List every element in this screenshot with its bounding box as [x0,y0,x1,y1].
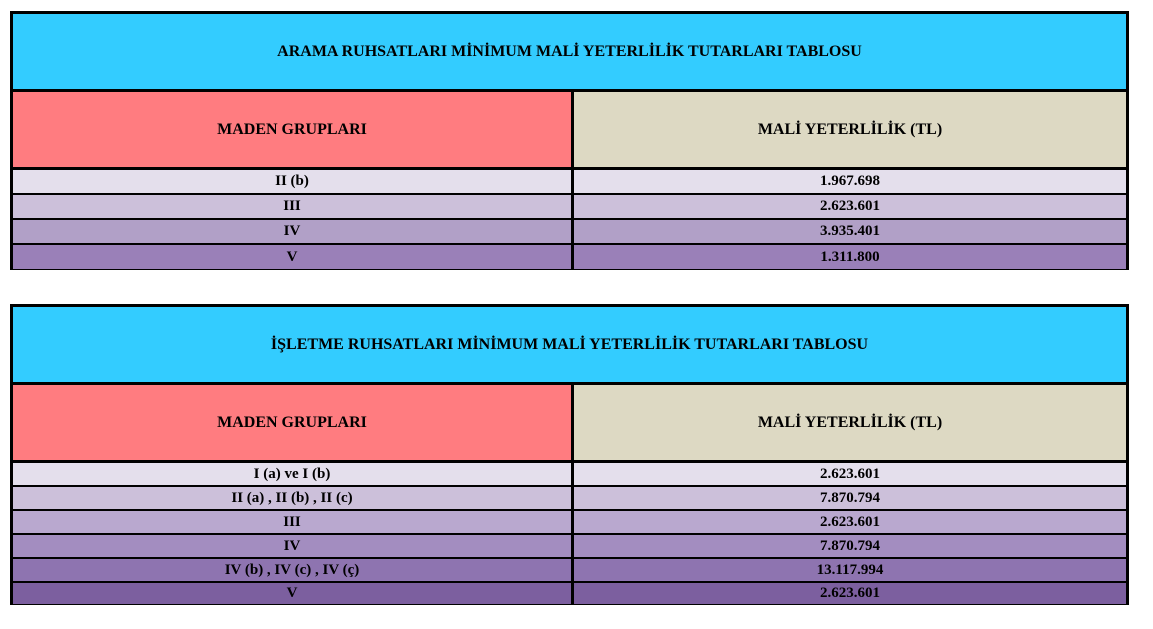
table-row [13,511,1126,535]
arama-table [10,11,1129,270]
maden-group-cell: IV (b) , IV (c) , IV (ç) [13,559,574,581]
arama-header-groups: MADEN GRUPLARI [13,92,574,167]
arama-table-title [13,14,1126,92]
table-row [13,559,1126,583]
table-row [13,195,1126,220]
isletme-title-text: İŞLETME RUHSATLARI MİNİMUM MALİ YETERLİLİK TUTARLARI TABLOSU [270,335,869,353]
arama-header-row [13,92,1126,170]
maden-group-cell: III [13,195,574,218]
amount-cell: 1.967.698 [574,170,1126,193]
maden-group-cell: IV [13,220,574,243]
isletme-header-amount: MALİ YETERLİLİK (TL) [574,385,1126,460]
maden-group-cell: III [13,511,574,533]
amount-cell: 2.623.601 [574,583,1126,604]
arama-body [13,170,1126,269]
maden-group-cell: V [13,583,574,604]
table-row [13,583,1126,604]
isletme-table [10,304,1129,605]
arama-header-amount: MALİ YETERLİLİK (TL) [574,92,1126,167]
amount-cell: 2.623.601 [574,463,1126,485]
isletme-table-title [13,307,1126,385]
maden-group-cell: I (a) ve I (b) [13,463,574,485]
arama-title-text: ARAMA RUHSATLARI MİNİMUM MALİ YETERLİLİK TUTARLARI TABLOSU [277,42,862,60]
table-row [13,245,1126,269]
isletme-body [13,463,1126,604]
isletme-header-groups: MADEN GRUPLARI [13,385,574,460]
table-row [13,170,1126,195]
isletme-header-row [13,385,1126,463]
table-row [13,463,1126,487]
maden-group-cell: V [13,245,574,269]
amount-cell: 2.623.601 [574,195,1126,218]
amount-cell: 2.623.601 [574,511,1126,533]
amount-cell: 3.935.401 [574,220,1126,243]
table-row [13,220,1126,245]
amount-cell: 1.311.800 [574,245,1126,269]
amount-cell: 7.870.794 [574,535,1126,557]
amount-cell: 13.117.994 [574,559,1126,581]
table-row [13,487,1126,511]
amount-cell: 7.870.794 [574,487,1126,509]
table-row [13,535,1126,559]
maden-group-cell: IV [13,535,574,557]
maden-group-cell: II (b) [13,170,574,193]
maden-group-cell: II (a) , II (b) , II (c) [13,487,574,509]
